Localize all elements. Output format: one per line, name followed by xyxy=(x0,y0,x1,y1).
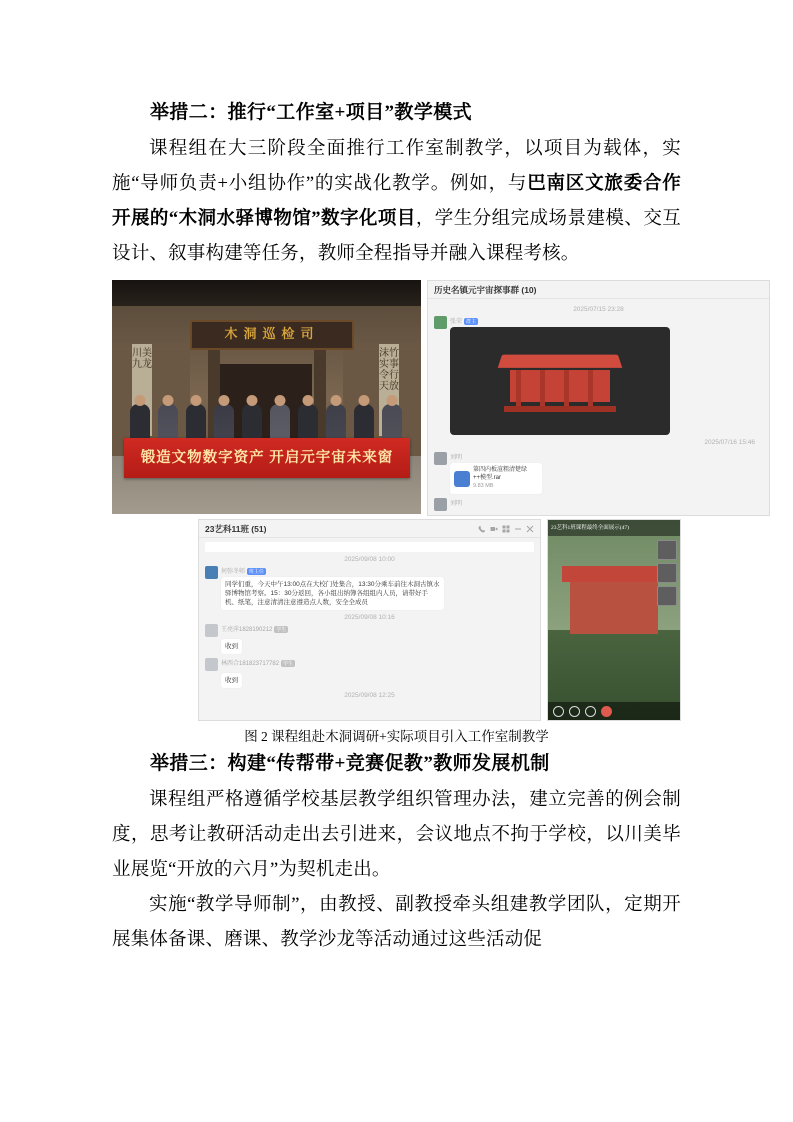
figure-spacer xyxy=(112,519,192,719)
grid-icon[interactable] xyxy=(502,525,510,533)
file-size: 9.83 MB xyxy=(473,483,494,489)
video-model-roof xyxy=(562,566,666,582)
avatar xyxy=(434,498,447,511)
sender-role-tag: 班主任 xyxy=(249,568,265,575)
photo-vertical-banner-left: 川美九龙 xyxy=(132,344,152,436)
chat-message xyxy=(205,624,534,654)
avatar xyxy=(205,566,218,579)
chat-sender-name: 刘明 xyxy=(450,501,463,507)
video-icon[interactable] xyxy=(490,525,498,533)
section-heading-3: 举措三：构建“传帮带+竞赛促教”教师发展机制 xyxy=(150,753,550,774)
chat-message xyxy=(434,316,763,435)
chat-sender-name xyxy=(221,624,288,633)
chat-panel-1-title: 历史名镇元宇宙探事群 (10) xyxy=(434,284,537,295)
chat-message-text: 同学们重，今天中午13:00点在大校门处集合，13:30分乘车前往木洞古镇水驿博物馆考察。15：30分返回，各小组出纳簿各组组内人员，请带好手机、纸笔，注意清清注意遵造点人数，安全全成员 xyxy=(221,577,444,610)
avatar xyxy=(434,316,447,329)
chat-timestamp: 2025/07/15 23:28 xyxy=(573,306,624,313)
photo-plaque: 木洞巡检司 xyxy=(190,320,354,350)
avatar xyxy=(205,624,218,637)
paragraph-1-part-a: 课程组在大三阶段全面推行工作室制教学，以项目为载体，实施“导师负责+小组协作”的实战化教学。例如，与 xyxy=(112,139,681,194)
share-screen-icon[interactable] xyxy=(585,706,596,717)
model-column xyxy=(564,370,569,410)
model-column xyxy=(516,370,521,410)
chat-timestamp: 2025/07/16 15:46 xyxy=(704,439,755,446)
chat-panel-2-body xyxy=(199,538,540,720)
chat-file-attachment[interactable] xyxy=(450,463,542,494)
sender-label: 林西合181823717782 xyxy=(221,661,280,667)
minimize-icon[interactable] xyxy=(514,525,522,533)
sender-role-tag: 学生 xyxy=(276,626,287,633)
chat-message xyxy=(205,566,534,610)
chat-message-content xyxy=(221,566,444,610)
chat-panel-1-body xyxy=(428,299,769,515)
model-preview-card[interactable] xyxy=(450,327,670,435)
microphone-icon[interactable] xyxy=(553,706,564,717)
chat-message-text: 收到 xyxy=(221,673,242,688)
paragraph-1-part-c: ，学生分组完成场景建模、交互设计、叙事构建等任务，教师全程指导并融入课程考核。 xyxy=(112,209,681,264)
chat-sender-name xyxy=(450,316,670,325)
sender-label: 何弥冬师 xyxy=(221,569,246,575)
sender-label: 张荣 xyxy=(450,319,463,325)
avatar xyxy=(205,658,218,671)
participant-thumbnail[interactable] xyxy=(657,586,677,606)
phone-icon[interactable] xyxy=(478,525,486,533)
chat-message-content xyxy=(221,658,295,688)
model-roof xyxy=(498,355,622,368)
photo-red-banner: 锻造文物数字资产 开启元宇宙未来窗 xyxy=(124,438,410,478)
figure-2 xyxy=(112,280,755,745)
chat-timestamp: 2025/09/08 10:00 xyxy=(344,556,395,563)
paragraph-2: 课程组严格遵循学校基层教学组织管理办法，建立完善的例会制度，思考让教研活动走出去引进来，会议地点不拘于学校，以川美毕业展览“开放的六月”为契机走出。 xyxy=(112,790,681,880)
3d-model-red-building xyxy=(500,350,620,412)
participant-thumbnail[interactable] xyxy=(657,540,677,560)
photo-field-research xyxy=(112,280,421,514)
chat-panel-2-title: 23艺科11班 (51) xyxy=(205,523,267,534)
chat-panel-1-header xyxy=(428,281,769,299)
chat-message xyxy=(434,452,763,494)
chat-timestamp: 2025/09/08 10:16 xyxy=(344,614,395,621)
chat-message-content xyxy=(450,316,670,435)
chat-sender-name xyxy=(221,566,444,575)
chat-message-text: 收到 xyxy=(221,639,242,654)
avatar xyxy=(434,452,447,465)
section-heading-2: 举措二：推行“工作室+项目”教学模式 xyxy=(150,102,473,123)
file-name: 第四内板渲粗清楚绿++模型.rar xyxy=(473,467,528,481)
chat-sender-name: 刘明 xyxy=(450,455,463,461)
chat-panel-class-group[interactable] xyxy=(198,519,541,721)
paragraph-3: 实施“教学导师制”，由教授、副教授牵头组建教学团队，定期开展集体备课、磨课、教学沙龙等活动通过这些活动促 xyxy=(112,895,681,950)
chat-message-content xyxy=(450,452,542,494)
chat-message xyxy=(434,498,763,511)
paragraph-1 xyxy=(112,132,681,272)
chat-panel-metaverse-group[interactable] xyxy=(427,280,770,516)
chat-pinned-bar[interactable] xyxy=(205,542,534,552)
file-icon xyxy=(454,471,470,487)
figure-row-top xyxy=(112,280,755,514)
sender-label: 王亮萍1828190212 xyxy=(221,627,273,633)
chat-timestamp: 2025/09/08 12:25 xyxy=(344,692,395,699)
video-controls-bar[interactable] xyxy=(548,702,680,720)
close-icon[interactable] xyxy=(526,525,534,533)
chat-message xyxy=(205,658,534,688)
video-model-wall xyxy=(570,582,658,634)
model-body xyxy=(510,370,610,402)
end-call-icon[interactable] xyxy=(601,706,612,717)
figure-row-bottom xyxy=(112,519,681,719)
chat-panel-2-toolbar[interactable] xyxy=(478,525,534,533)
paragraph-1-bold: 巴南区文旅委合作开展的“木洞水驿博物馆”数字化项目 xyxy=(112,174,681,229)
participant-thumbnail[interactable] xyxy=(657,563,677,583)
chat-panel-2-header xyxy=(199,520,540,538)
figure-caption: 图 2 课程组赴木洞调研+实际项目引入工作室制教学 xyxy=(244,729,549,744)
sender-role-tag: 学生 xyxy=(283,660,294,667)
model-column xyxy=(588,370,593,410)
sender-role-tag: 群主 xyxy=(466,318,477,325)
camera-icon[interactable] xyxy=(569,706,580,717)
video-meeting-panel[interactable] xyxy=(547,519,681,721)
photo-vertical-banner-right: 沫竹实事令行天放 xyxy=(379,344,399,436)
chat-sender-name xyxy=(221,658,295,667)
video-model-building xyxy=(562,566,666,644)
video-participant-thumbnails[interactable] xyxy=(657,540,677,606)
model-column xyxy=(540,370,545,410)
model-base xyxy=(504,406,616,412)
chat-message-content xyxy=(450,498,462,509)
video-panel-title: 23艺科1班课程最终全面展示(47) xyxy=(548,520,680,536)
chat-message-content xyxy=(221,624,288,654)
